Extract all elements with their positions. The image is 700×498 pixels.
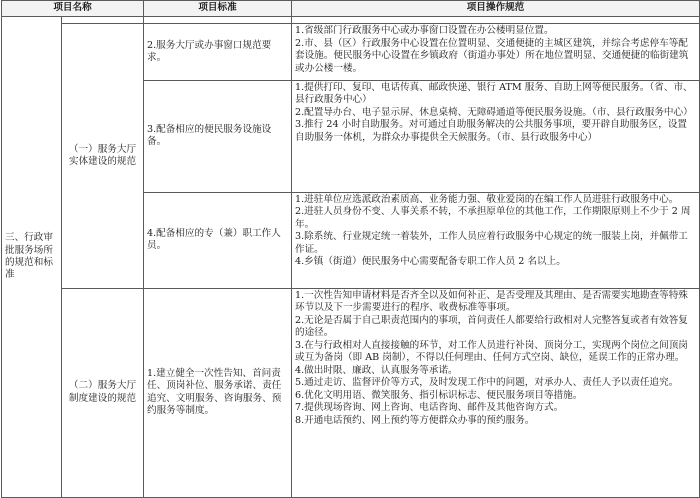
spec-line: 1.进驻单位应选派政治素质高、业务能力强、敬业爱岗的在编工作人员进驻行政服务中心。 — [295, 193, 679, 205]
header-item-spec: 项目操作规范 — [292, 1, 700, 17]
blank-cell — [292, 17, 700, 24]
spec-line: 1.省级部门行政服务中心或办事窗口设置在办公楼明显位置。 — [295, 25, 554, 37]
table-row — [2, 24, 700, 80]
spec-line: 4.做出时限、廉政、认真服务等承诺。 — [295, 364, 458, 376]
header-item-name: 项目名称 — [2, 1, 144, 17]
standard-cell: 2.服务大厅或办事窗口规范要求。 — [144, 24, 292, 80]
table-row — [2, 288, 700, 497]
spec-cell — [292, 288, 700, 497]
spec-line: 3.在与行政相对人直接接触的环节，对工作人员进行补岗、顶岗分工，实现两个岗位之间顶岗或互为备岗（即 AB 岗制），不得以任何理由、任何方式空岗、缺位，延误工作的正常办理。 — [295, 339, 688, 364]
standard-cell: 4.配备相应的专（兼）职工作人员。 — [144, 192, 292, 288]
blank-cell — [144, 17, 292, 24]
standard-cell: 3.配备相应的便民服务设施设备。 — [144, 80, 292, 192]
spec-line: 6.优化文明用语、微笑服务、指引标识标志、便民服务项目等措施。 — [295, 389, 583, 401]
spec-line: 3.除系统、行业规定统一着装外，工作人员应着行政服务中心规定的统一服装上岗，并佩带工作证。 — [295, 231, 688, 255]
standard-cell: 1.建立健全一次性告知、首问责任、顶岗补位、服务承诺、责任追究、文明服务、咨询服务、预约服务等制度。 — [144, 288, 292, 497]
spec-line: 7.提供现场咨询、网上咨询、电话咨询、邮件及其他咨询方式。 — [295, 402, 564, 414]
spec-line: 1.提供打印、复印、电话传真、邮政快递、银行 ATM 服务、自助上网等便民服务。（省、市、县行政服务中心） — [295, 81, 693, 106]
subgroup-title: （一）服务大厅实体建设的规范 — [62, 24, 144, 289]
spec-line: 5.通过走访、监督评价等方式，及时发现工作中的问题，对承办人、责任人予以责任追究。 — [295, 377, 679, 389]
spec-line: 2.无论是否属于自己职责范围内的事项，首问责任人都要给行政相对人完整答复或者有效答复的途径。 — [295, 314, 688, 339]
spec-line: 2.配置导办台、电子显示屏、休息桌椅、无障碍通道等便民服务设施。（市、县行政服务中心） — [295, 106, 693, 118]
spec-cell — [292, 192, 700, 288]
blank-cell — [62, 17, 144, 24]
category-cell: 三、行政审批服务场所的规范和标准 — [2, 17, 62, 498]
table-row — [2, 17, 700, 24]
spec-line: 8.开通电话预约、网上预约等方便群众办事的预约服务。 — [295, 414, 535, 426]
table-header-row — [2, 1, 700, 17]
header-item-standard: 项目标准 — [144, 1, 292, 17]
spec-cell — [292, 24, 700, 80]
spec-line: 3.推行 24 小时自助服务。对可通过自助服务解决的公共服务事项，要开辟自助服务区，设置自助服务一体机，为群众办事提供全天候服务。（市、县行政服务中心） — [295, 119, 688, 143]
spec-line: 2.进驻人员身份不变、人事关系不转，不承担原单位的其他工作，工作期限原则上不少于 2 周年。 — [295, 206, 691, 230]
spec-line: 4.乡镇（街道）便民服务中心需要配备专职工作人员 2 名以上。 — [295, 255, 566, 267]
spec-line: 1.一次性告知申请材料是否齐全以及如何补正、是否受理及其理由、是否需要实地勘查等特殊环节以及下一步需要进行的程序、收费标准等事项。 — [295, 289, 688, 314]
spec-line: 2.市、县（区）行政服务中心设置在位置明显、交通便捷的主城区建筑，并综合考虑停车等配套设施。便民服务中心设置在乡镇政府（街道办事处）所在地位置明显、交通便捷的临街建筑或办公楼一楼。 — [295, 37, 689, 74]
subgroup-title: （二）服务大厅制度建设的规范 — [62, 288, 144, 497]
spec-cell — [292, 80, 700, 192]
spec-table — [1, 0, 700, 498]
